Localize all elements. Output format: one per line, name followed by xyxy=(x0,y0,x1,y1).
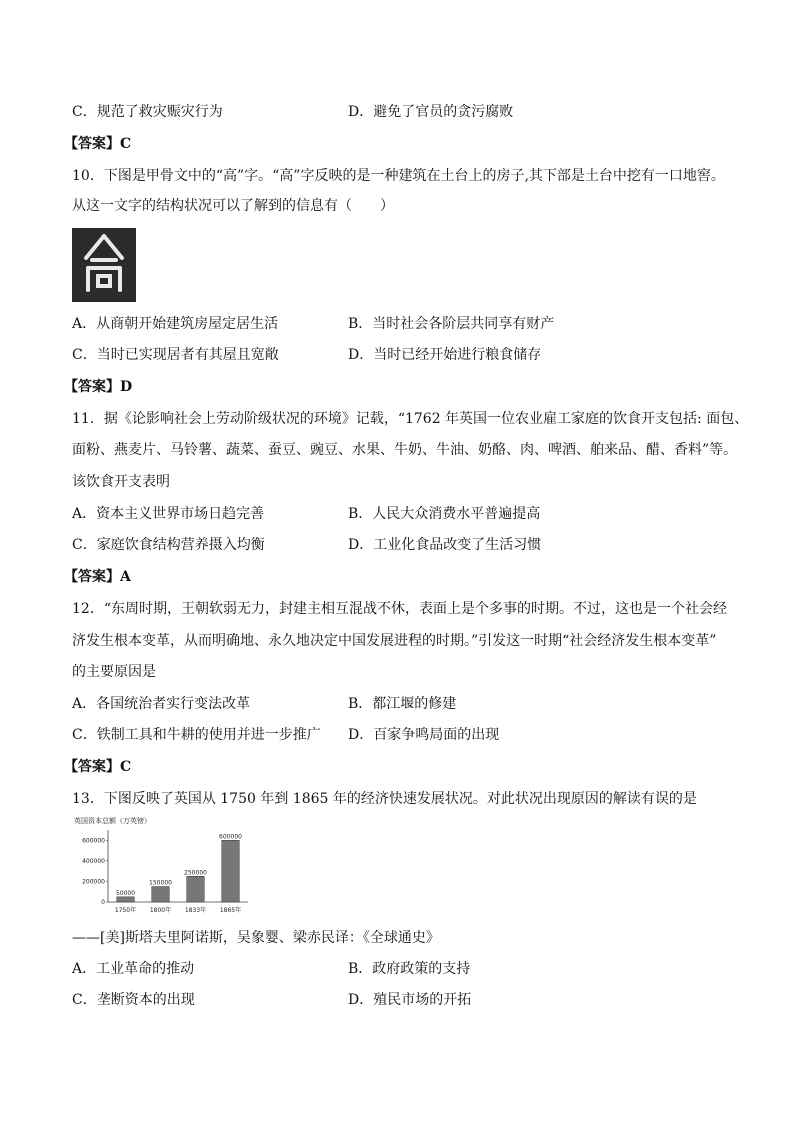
oracle-gao-character-icon xyxy=(72,228,136,302)
capital-bar-chart xyxy=(72,814,252,920)
q13-option-a: A．工业革命的推动 xyxy=(72,961,195,977)
q12-stem-line1: 12．“东周时期，王朝软弱无力，封建主相互混战不休，表面上是个多事的时期。不过，这也是一个社会经 xyxy=(72,601,727,617)
q10-stem-line1: 10．下图是甲骨文中的“高”字。“高”字反映的是一种建筑在土台上的房子,其下部是土台中挖有一口地窖。 xyxy=(72,168,725,184)
q11-option-d: D．工业化食品改变了生活习惯 xyxy=(348,537,542,553)
y-tick-label: 400000 xyxy=(82,857,105,865)
q11-stem-line1: 11．据《论影响社会上劳动阶级状况的环境》记载，“1762 年英国一位农业雇工家庭的饮食开支包括: 面包、 xyxy=(72,411,749,427)
bar xyxy=(117,897,135,902)
q10-option-b: B．当时社会各阶层共同享有财产 xyxy=(348,316,555,332)
q9-answer xyxy=(64,134,131,154)
y-tick-label: 600000 xyxy=(82,837,105,845)
q13-source: ——[美]斯塔夫里阿诺斯，吴象婴、梁赤民译：《全球通史》 xyxy=(72,930,440,946)
q11-answer xyxy=(64,567,131,587)
q12-option-b: B．都江堰的修建 xyxy=(348,696,457,712)
bar-data-label: 250000 xyxy=(184,869,207,877)
q10-option-d: D．当时已经开始进行粮食储存 xyxy=(348,347,542,363)
answer-value: C xyxy=(120,759,132,775)
q12-stem-line3: 的主要原因是 xyxy=(72,664,156,680)
oracle-bone-image xyxy=(72,228,136,302)
q13-option-b: B．政府政策的支持 xyxy=(348,961,471,977)
chart-title: 英国资本总额（万英镑） xyxy=(74,817,151,825)
answer-label: 【答案】 xyxy=(64,759,120,775)
answer-value: A xyxy=(120,569,131,585)
bar xyxy=(222,840,240,902)
q10-option-a: A．从商朝开始建筑房屋定居生活 xyxy=(72,316,279,332)
x-tick-label: 1800年 xyxy=(149,907,172,914)
q13-stem-line1: 13．下图反映了英国从 1750 年到 1865 年的经济快速发展状况。对此状况出现原因的解读有误的是 xyxy=(72,791,697,807)
q11-option-b: B．人民大众消费水平普遍提高 xyxy=(348,506,541,522)
y-tick-label: 200000 xyxy=(82,878,105,886)
bar-data-label: 150000 xyxy=(149,879,172,887)
chart-svg xyxy=(72,814,252,920)
x-tick-label: 1833年 xyxy=(184,907,207,914)
answer-value: D xyxy=(120,379,133,395)
q9-option-d: D．避免了官员的贪污腐败 xyxy=(348,104,514,120)
bar-data-label: 600000 xyxy=(219,833,242,841)
q11-stem-line3: 该饮食开支表明 xyxy=(72,474,170,490)
q12-answer xyxy=(64,757,131,777)
y-tick-label: 0 xyxy=(101,899,105,906)
q10-stem-line2: 从这一文字的结构状况可以了解到的信息有（ ） xyxy=(72,198,394,214)
answer-label: 【答案】 xyxy=(64,569,120,585)
q12-option-c: C．铁制工具和牛耕的使用并进一步推广 xyxy=(72,727,321,743)
q13-option-d: D．殖民市场的开拓 xyxy=(348,992,472,1008)
q11-option-a: A．资本主义世界市场日趋完善 xyxy=(72,506,265,522)
q10-option-c: C．当时已实现居者有其屋且宽敞 xyxy=(72,347,279,363)
x-tick-label: 1865年 xyxy=(219,907,242,914)
q12-option-a: A．各国统治者实行变法改革 xyxy=(72,696,251,712)
q12-stem-line2: 济发生根本变革，从而明确地、永久地决定中国发展进程的时期。”引发这一时期“社会经济发生根本变革” xyxy=(72,633,717,649)
answer-label: 【答案】 xyxy=(64,379,120,395)
bar xyxy=(152,887,170,902)
answer-value: C xyxy=(120,136,132,152)
q13-option-c: C．垄断资本的出现 xyxy=(72,992,195,1008)
q10-answer xyxy=(64,377,132,397)
answer-label: 【答案】 xyxy=(64,136,120,152)
q9-option-c: C．规范了救灾赈灾行为 xyxy=(72,104,223,120)
q12-option-d: D．百家争鸣局面的出现 xyxy=(348,727,500,743)
x-tick-label: 1750年 xyxy=(114,907,137,914)
q11-option-c: C．家庭饮食结构营养摄入均衡 xyxy=(72,537,265,553)
bar xyxy=(187,876,205,902)
bar-data-label: 50000 xyxy=(115,889,136,897)
q11-stem-line2: 面粉、燕麦片、马铃薯、蔬菜、蚕豆、豌豆、水果、牛奶、牛油、奶酪、肉、啤酒、舶来品、醋、香料”等。 xyxy=(72,442,738,458)
